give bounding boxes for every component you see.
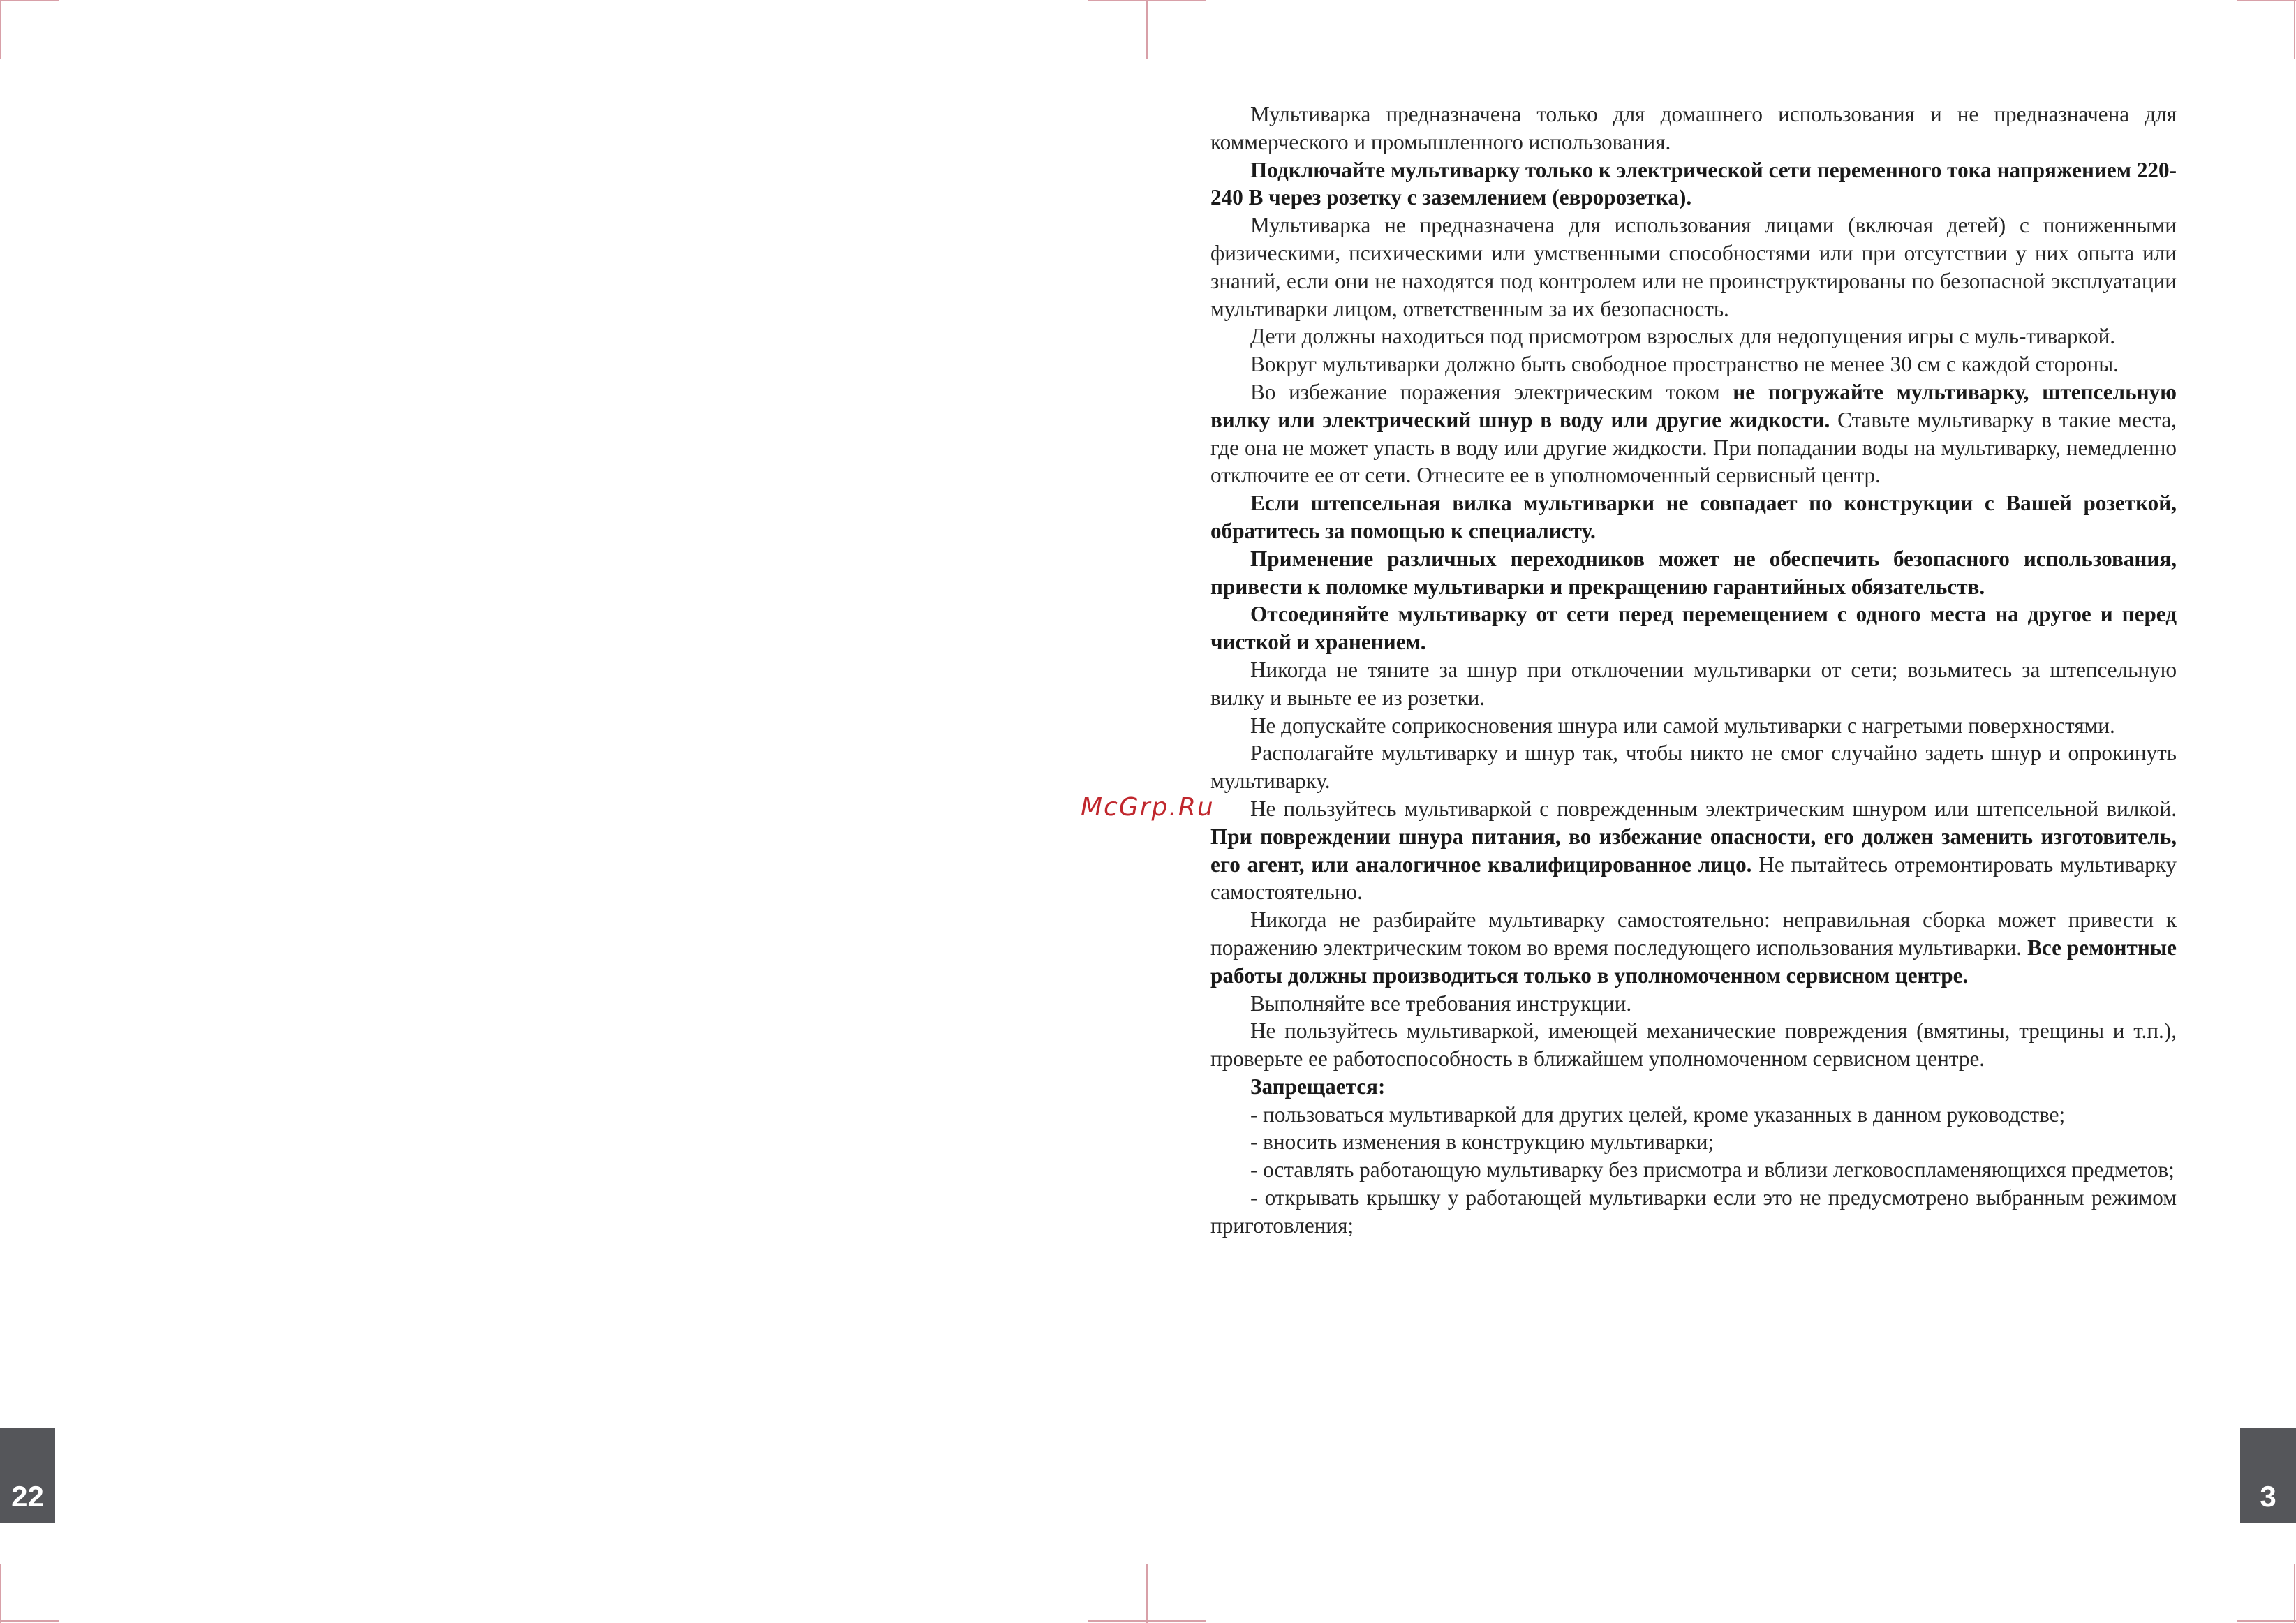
text: Выполняйте все требования инструкции. (1250, 991, 1632, 1016)
bold-text: Запрещается: (1250, 1074, 1386, 1099)
paragraph (1210, 378, 2177, 489)
paragraph (1210, 712, 2177, 740)
crop-mark (1146, 1564, 1148, 1623)
crop-mark (1088, 0, 1206, 1)
page-number-left: 22 (0, 1428, 55, 1523)
paragraph (1210, 1128, 2177, 1156)
crop-mark (1088, 1620, 1206, 1622)
text: Не допускайте соприкосновения шнура или самой мультиварки с нагретыми поверхностями. (1250, 713, 2115, 738)
text: Во избежание поражения электрическим током (1250, 379, 1733, 404)
paragraph (1210, 1073, 2177, 1101)
text: Никогда не тяните за шнур при отключении мультиварки от сети; возьмитесь за штепсельную вилку и выньте ее из розетки. (1210, 657, 2177, 710)
bold-text: не погружайте мультиварку, штепсельную вилку или электрический шнур в воду или другие жидкости. (1210, 379, 2177, 432)
text: Не пользуйтесь мультиваркой, имеющей механические повреждения (вмятины, трещины и т.п.), проверьте ее работоспособность в ближайшем уполномоченном сервисном центре. (1210, 1018, 2177, 1072)
paragraph (1210, 545, 2177, 601)
paragraph (1210, 1101, 2177, 1129)
paragraph (1210, 1017, 2177, 1073)
text: - открывать крышку у работающей мультиварки если это не предусмотрено выбранным режимом приготовления; (1210, 1185, 2177, 1238)
crop-mark (0, 1564, 1, 1623)
text: Ставьте мультиварку в такие места, где она не может упасть в воду или другие жидкости. При попадании воды на мультиварку, немедленно отключите ее от сети. Отнесите ее в уполномоченный сервисный центр. (1210, 407, 2177, 488)
crop-mark (2294, 1564, 2295, 1623)
paragraph (1210, 795, 2177, 906)
paragraph (1210, 1156, 2177, 1184)
crop-mark (2237, 0, 2296, 1)
crop-mark (0, 1620, 59, 1622)
crop-mark (2237, 1620, 2296, 1622)
text: - вносить изменения в конструкцию мультиварки; (1250, 1129, 1714, 1155)
text: Дети должны находиться под присмотром взрослых для недопущения игры с муль-тиваркой. (1250, 324, 2116, 349)
paragraph (1210, 990, 2177, 1018)
text: Вокруг мультиварки должно быть свободное пространство не менее 30 см с каждой стороны. (1250, 352, 2119, 377)
text: Мультиварка предназначена только для домашнего использования и не предназначена для коммерческого и промышленного использования. (1210, 102, 2177, 154)
watermark: McGrp.Ru (1081, 793, 1215, 822)
text: Никогда не разбирайте мультиварку самостоятельно: неправильная сборка может привести к поражению электрическим током во время последующего использования мультиварки. (1210, 907, 2177, 960)
bold-text: Подключайте мультиварку только к электрической сети переменного тока напряжением 220-240 В через розетку с заземлением (евророзетка). (1210, 157, 2177, 210)
page-number-right: 3 (2240, 1428, 2296, 1523)
text: - пользоваться мультиваркой для других целей, кроме указанных в данном руководстве; (1250, 1102, 2066, 1127)
paragraph (1210, 101, 2177, 156)
paragraph (1210, 906, 2177, 989)
bold-text: Все ремонтные работы должны производиться только в уполномоченном сервисном центре. (1210, 935, 2177, 988)
paragraph (1210, 656, 2177, 712)
text: Не пользуйтесь мультиваркой с поврежденным электрическим шнуром или штепсельной вилкой. (1250, 796, 2177, 821)
paragraph (1210, 739, 2177, 795)
paragraph (1210, 212, 2177, 323)
crop-mark (2294, 0, 2295, 59)
text: Располагайте мультиварку и шнур так, чтобы никто не смог случайно задеть шнур и опрокинуть мультиварку. (1210, 741, 2177, 794)
paragraph (1210, 323, 2177, 350)
bold-text: Применение различных переходников может не обеспечить безопасного использования, привести к поломке мультиварки и прекращению гарантийных обязательств. (1210, 546, 2177, 599)
crop-mark (0, 0, 1, 59)
paragraph (1210, 350, 2177, 378)
bold-text: При повреждении шнура питания, во избежание опасности, его должен заменить изготовитель, его агент, или аналогичное квалифицированное лицо. (1210, 824, 2177, 877)
crop-mark (0, 0, 59, 1)
text: Мультиварка не предназначена для использования лицами (включая детей) с пониженными физическими, психическими или умственными способностями или при отсутствии у них опыта или знаний, если они не находятся под контролем или не проинструктированы по безопасной эксплуатации мультиварки лицом, ответственным за их безопасность. (1210, 213, 2177, 321)
safety-instructions-text (1210, 101, 2177, 1240)
text: - оставлять работающую мультиварку без присмотра и вблизи легковоспламеняющихся предметов; (1250, 1157, 2175, 1183)
bold-text: Если штепсельная вилка мультиварки не совпадает по конструкции с Вашей розеткой, обратитесь за помощью к специалисту. (1210, 491, 2177, 543)
paragraph (1210, 600, 2177, 656)
paragraph (1210, 156, 2177, 212)
paragraph (1210, 1184, 2177, 1240)
text: Не пытайтесь отремонтировать мультиварку самостоятельно. (1210, 852, 2177, 905)
bold-text: Отсоединяйте мультиварку от сети перед перемещением с одного места на другое и перед чисткой и хранением. (1210, 602, 2177, 655)
paragraph (1210, 489, 2177, 545)
crop-mark (1146, 0, 1148, 59)
